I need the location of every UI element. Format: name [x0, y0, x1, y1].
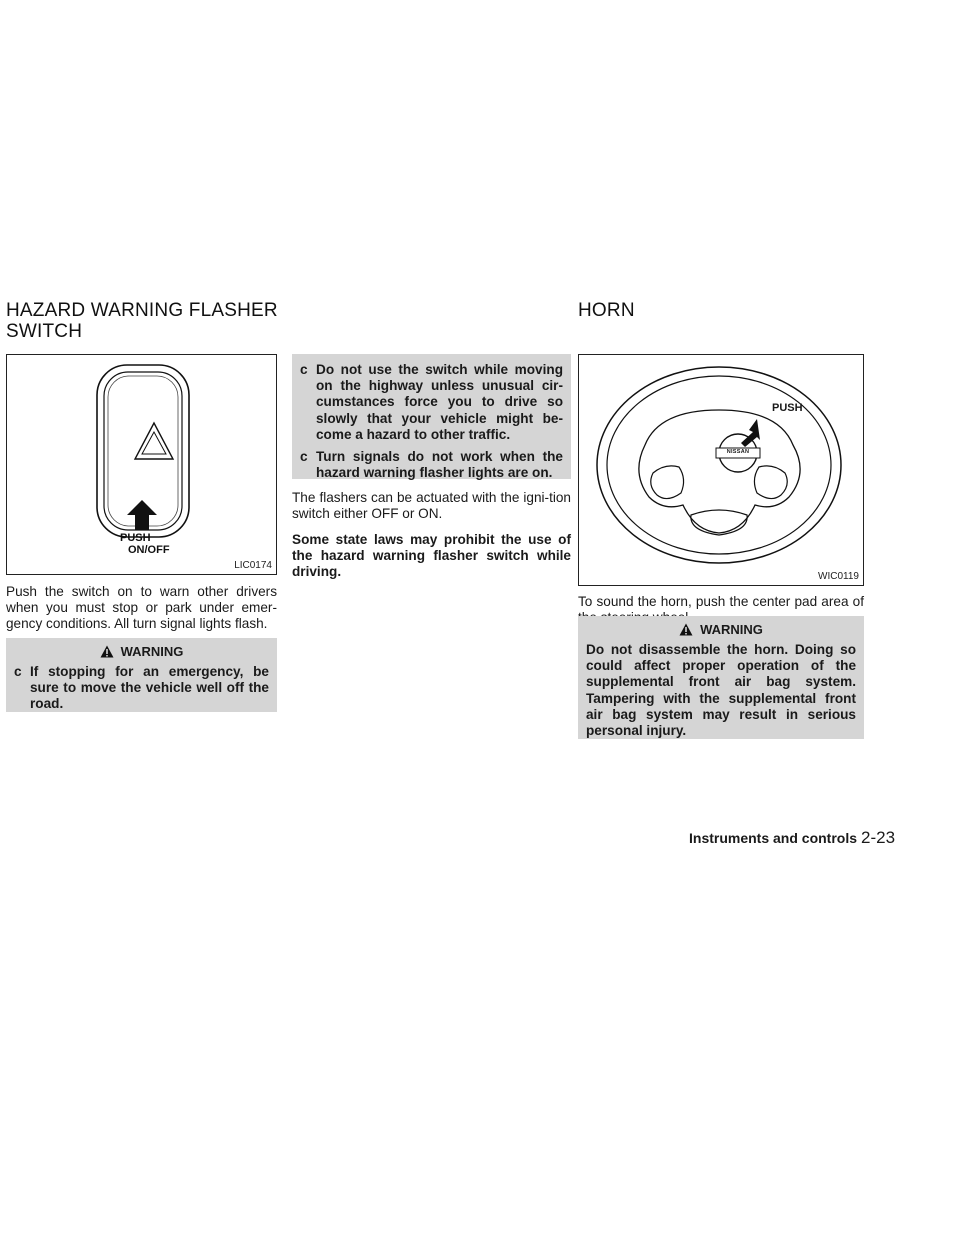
warning-item-text: Turn signals do not work when the hazard warning flasher lights are on.: [316, 449, 563, 481]
figure-code: WIC0119: [818, 571, 859, 582]
warning-header: [586, 622, 856, 637]
bullet-symbol: c: [300, 449, 308, 465]
hazard-warning-box: [6, 638, 277, 712]
warning-item: [300, 449, 563, 481]
horn-warning-box: [578, 616, 864, 739]
figure-label-onoff: ON/OFF: [128, 544, 170, 556]
warning-title: WARNING: [700, 622, 763, 637]
horn-body-text: To sound the horn, push the center pad area of: [578, 594, 864, 609]
state-laws-text: Some state laws may prohibit the use of the hazard warning flasher switch while driving.: [292, 532, 571, 580]
page-footer: [689, 828, 895, 848]
warning-item: [14, 664, 269, 713]
warning-item-text: Do not use the switch while moving on the highway unless unusual cir-cumstances force you to drive so slowly that your vehicle might be-come a hazard to other traffic.: [316, 362, 563, 442]
figure-label-push: PUSH: [772, 402, 803, 414]
horn-figure: [578, 354, 864, 586]
flasher-ignition-text: The flashers can be actuated with the igni-tion switch either OFF or ON.: [292, 490, 571, 522]
nissan-logo-text: NISSAN: [726, 449, 750, 455]
footer-section-title: Instruments and controls: [689, 830, 858, 846]
warning-item: [300, 362, 563, 443]
figure-label-push: PUSH: [120, 532, 151, 544]
section-heading-hazard: HAZARD WARNING FLASHER SWITCH: [6, 300, 278, 342]
hazard-switch-figure: [6, 354, 277, 575]
page-number: 2-23: [861, 828, 896, 847]
warning-header: [14, 644, 269, 659]
figure-code: LIC0174: [234, 560, 272, 571]
hazard-body-text: Push the switch on to warn other drivers when you must stop or park under emer-gency conditions. All turn signal lights flash.: [6, 584, 277, 632]
warning-triangle-icon: [679, 623, 693, 636]
section-heading-horn: HORN: [578, 300, 635, 321]
hazard-warning-box-continued: [292, 354, 571, 479]
warning-item-text: If stopping for an emergency, be sure to move the vehicle well off the road.: [30, 664, 269, 712]
horn-warning-text: Do not disassemble the horn. Doing so could affect proper operation of the supplemental front air bag system. Tampering with the supplemental front air bag system may result in serious personal injury.: [586, 642, 856, 739]
warning-triangle-icon: [100, 645, 114, 658]
bullet-symbol: c: [14, 664, 22, 679]
steering-wheel-illustration: [579, 355, 863, 585]
warning-title: WARNING: [120, 644, 184, 659]
bullet-symbol: c: [300, 362, 308, 377]
